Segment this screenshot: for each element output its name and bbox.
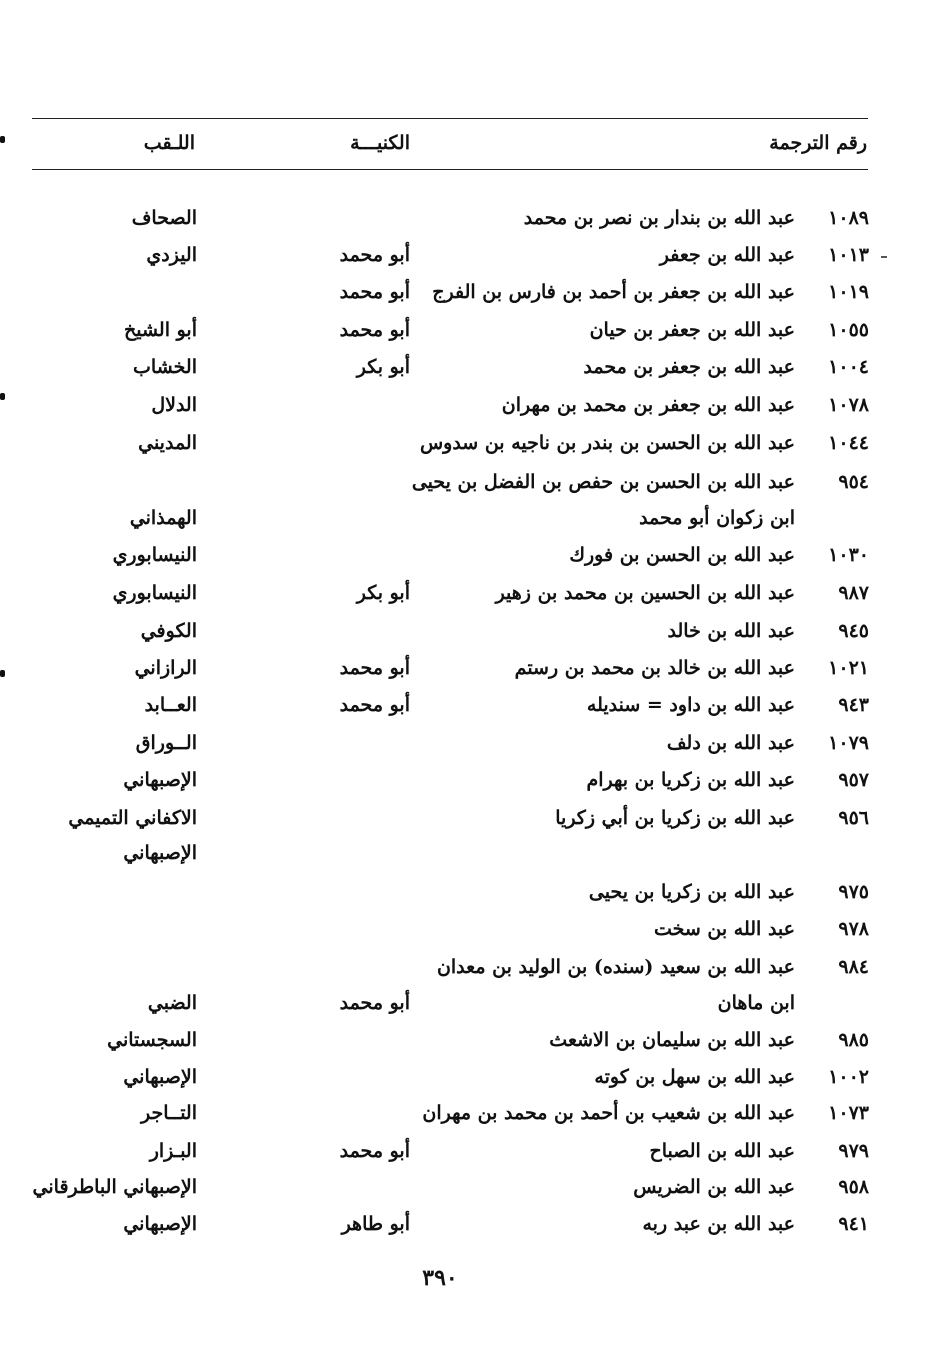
entry-laqab: الرازاني <box>134 657 197 679</box>
entry-laqab: الاكفاني التميمي <box>68 807 197 829</box>
table-row <box>0 803 935 839</box>
header-laqab: اللـقب <box>143 132 195 154</box>
entry-name: عبد الله بن شعيب بن أحمد بن محمد بن مهران <box>422 1102 795 1124</box>
entry-laqab: البـزار <box>149 1140 197 1162</box>
scan-edge-mark <box>0 393 5 400</box>
entry-kunya: أبو محمد <box>339 281 410 303</box>
entry-kunya: أبو طاهر <box>341 1213 410 1235</box>
entry-number: ٩٥٦ <box>838 807 869 829</box>
table-row <box>0 1209 935 1245</box>
entry-name: عبد الله بن الضريس <box>633 1176 795 1198</box>
entry-kunya: أبو محمد <box>339 992 410 1014</box>
entry-number: ٩٥٧ <box>838 769 869 791</box>
entry-name: عبد الله بن الحسين بن محمد بن زهير <box>495 582 795 604</box>
table-row <box>0 240 935 276</box>
scan-edge-mark <box>0 136 5 143</box>
entry-number: ٩٧٨ <box>838 918 869 940</box>
entry-name: عبد الله بن جعفر <box>659 244 795 266</box>
entry-number: ١٠٤٤ <box>828 432 869 454</box>
scan-edge-mark <box>0 670 5 677</box>
entry-name: عبد الله بن جعفر بن محمد بن مهران <box>501 394 795 416</box>
entry-number: ٩٤١ <box>838 1213 869 1235</box>
entry-kunya: أبو بكر <box>356 582 410 604</box>
entry-number: ١٠٧٣ <box>828 1102 869 1124</box>
entry-number: ١٠٧٨ <box>828 394 869 416</box>
entry-name: عبد الله بن خالد بن محمد بن رستم <box>514 657 795 679</box>
table-row <box>0 728 935 764</box>
entry-name: عبد الله بن جعفر بن حيان <box>589 319 795 341</box>
table-row <box>0 503 935 539</box>
entry-name-continuation: ابن زكوان أبو محمد <box>639 507 795 529</box>
table-row <box>0 952 935 988</box>
table-row <box>0 1098 935 1134</box>
entry-name: عبد الله بن داود = سنديله <box>586 694 795 716</box>
entry-name: عبد الله بن الحسن بن فورك <box>569 544 795 566</box>
entry-laqab: الــوراق <box>135 732 197 754</box>
entry-number: ١٠٨٩ <box>828 207 869 229</box>
entry-laqab: المديني <box>138 432 197 454</box>
entry-name: عبد الله بن زكريا بن يحيى <box>588 881 795 903</box>
entry-name: عبد الله بن الحسن بن بندر بن ناجيه بن سدوس <box>419 432 795 454</box>
table-row <box>0 428 935 464</box>
entry-kunya: أبو محمد <box>339 657 410 679</box>
entry-name: عبد الله بن دلف <box>666 732 795 754</box>
entry-name: عبد الله بن الصباح <box>649 1140 795 1162</box>
top-rule <box>32 118 868 119</box>
table-row <box>0 616 935 652</box>
entry-laqab: الإصبهاني الباطرقاني <box>32 1176 197 1198</box>
entry-number: ١٠١٣ <box>828 244 869 266</box>
page-number: ٣٩٠ <box>422 1265 458 1291</box>
entry-kunya: أبو بكر <box>356 356 410 378</box>
entry-name: عبد الله بن زكريا بن أبي زكريا <box>555 807 795 829</box>
table-row <box>0 467 935 503</box>
entry-name: عبد الله بن جعفر بن محمد <box>583 356 795 378</box>
entry-laqab: الضبي <box>147 992 197 1014</box>
entry-name: عبد الله بن بندار بن نصر بن محمد <box>523 207 795 229</box>
entry-name-continuation: ابن ماهان <box>717 992 795 1014</box>
table-row <box>0 1172 935 1208</box>
entry-laqab: النيسابوري <box>112 544 197 566</box>
entry-number: ٩٧٩ <box>838 1140 869 1162</box>
entry-name: عبد الله بن الحسن بن حفص بن الفضل بن يحيى <box>411 471 795 493</box>
table-row <box>0 390 935 426</box>
table-row <box>0 578 935 614</box>
entry-laqab: الكوفي <box>140 620 197 642</box>
entry-laqab: أبو الشيخ <box>123 319 197 341</box>
entry-laqab: التــاجر <box>141 1102 197 1124</box>
entry-number: ٩٨٤ <box>838 956 869 978</box>
entry-number: ١٠٢١ <box>828 657 869 679</box>
header-kunya: الكنيـــة <box>350 132 410 154</box>
entry-name: عبد الله بن سعيد (سنده) بن الوليد بن معدان <box>436 956 795 978</box>
table-row <box>0 277 935 313</box>
entry-number: ١٠٣٠ <box>828 544 869 566</box>
table-row <box>0 1062 935 1098</box>
entry-name: عبد الله بن زكريا بن بهرام <box>586 769 795 791</box>
entry-name: عبد الله بن سخت <box>653 918 795 940</box>
entry-number: ٩٥٤ <box>838 471 869 493</box>
table-row <box>0 352 935 388</box>
table-row <box>0 988 935 1024</box>
entry-number: ١٠٠٤ <box>828 356 869 378</box>
entry-number: ١٠٧٩ <box>828 732 869 754</box>
table-row <box>0 315 935 351</box>
entry-kunya: أبو محمد <box>339 694 410 716</box>
entry-laqab: الهمذاني <box>129 507 197 529</box>
entry-name: عبد الله بن سليمان بن الاشعث <box>549 1029 795 1051</box>
entry-laqab: السجستاني <box>107 1029 197 1051</box>
scan-tick-mark <box>881 256 887 258</box>
entry-laqab: النيسابوري <box>112 582 197 604</box>
entry-kunya: أبو محمد <box>339 244 410 266</box>
entry-number: ٩٨٧ <box>838 582 869 604</box>
entry-kunya: أبو محمد <box>339 1140 410 1162</box>
entry-name: عبد الله بن عبد ربه <box>642 1213 795 1235</box>
entry-laqab: الصحاف <box>131 207 197 229</box>
entry-number: ٩٧٥ <box>838 881 869 903</box>
entry-name: عبد الله بن جعفر بن أحمد بن فارس بن الفرج <box>432 281 795 303</box>
entry-number: ١٠١٩ <box>828 281 869 303</box>
header-number: رقم الترجمة <box>769 132 867 154</box>
entry-laqab: العــابد <box>144 694 197 716</box>
table-row <box>0 1025 935 1061</box>
entry-number: ٩٥٨ <box>838 1176 869 1198</box>
entry-laqab-continuation: الإصبهاني <box>123 842 197 864</box>
table-row <box>0 877 935 913</box>
entry-name: عبد الله بن سهل بن كوته <box>594 1066 795 1088</box>
entry-number: ١٠٠٢ <box>828 1066 869 1088</box>
table-row <box>0 203 935 239</box>
table-row <box>0 765 935 801</box>
entry-laqab: اليزدي <box>146 244 197 266</box>
entry-laqab: الإصبهاني <box>123 1066 197 1088</box>
entry-laqab: الدلال <box>151 394 197 416</box>
table-row <box>0 1136 935 1172</box>
entry-number: ٩٤٣ <box>838 694 869 716</box>
entry-number: ١٠٥٥ <box>828 319 869 341</box>
header-rule <box>32 169 868 170</box>
entry-number: ٩٤٥ <box>838 620 869 642</box>
table-row <box>0 690 935 726</box>
table-row <box>0 838 935 874</box>
table-row <box>0 914 935 950</box>
table-row <box>0 540 935 576</box>
entry-kunya: أبو محمد <box>339 319 410 341</box>
table-row <box>0 653 935 689</box>
entry-number: ٩٨٥ <box>838 1029 869 1051</box>
entry-laqab: الإصبهاني <box>123 769 197 791</box>
entry-laqab: الإصبهاني <box>123 1213 197 1235</box>
entry-name: عبد الله بن خالد <box>667 620 795 642</box>
entry-laqab: الخشاب <box>133 356 197 378</box>
